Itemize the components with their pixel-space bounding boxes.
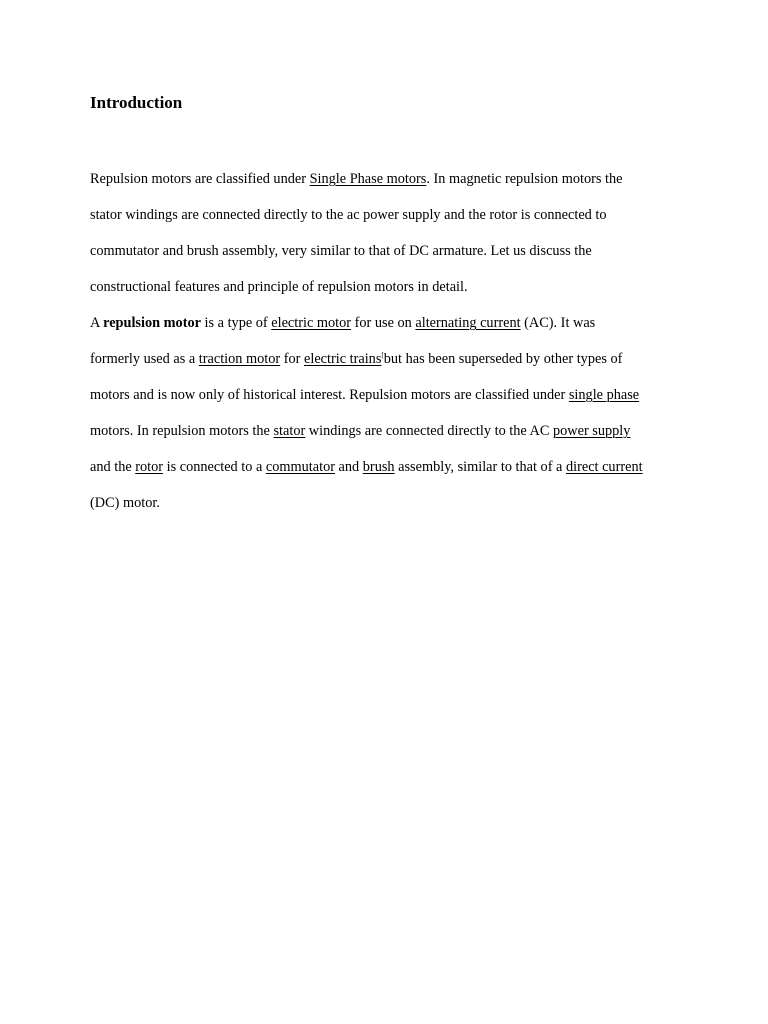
paragraph-line (90, 413, 690, 449)
text-run: (AC). It was (520, 315, 596, 331)
text-run: formerly used as a (90, 351, 199, 367)
text-run: assembly, similar to that of a (394, 459, 566, 475)
link-brush[interactable]: brush (362, 459, 395, 475)
text-run: A (90, 315, 104, 331)
link-commutator[interactable]: commutator (265, 459, 335, 475)
text-run: . In magnetic repulsion motors the (426, 171, 623, 187)
text-run: is a type of (200, 315, 272, 331)
link-electric-motor[interactable]: electric motor (271, 315, 352, 331)
paragraph-line (90, 377, 690, 413)
paragraph-line: commutator and brush assembly, very similar to that of DC armature. Let us discuss the (90, 243, 592, 259)
link-traction-motor[interactable]: traction motor (198, 351, 281, 367)
text-run: windings are connected directly to the AC (305, 423, 553, 439)
paragraph-line (90, 341, 690, 377)
paragraph-line (90, 305, 690, 341)
citation-mark[interactable]: [ (381, 351, 384, 360)
text-run: for use on (351, 315, 416, 331)
link-single-phase-motors[interactable]: Single Phase motors (309, 171, 427, 187)
section-heading: Introduction (90, 93, 183, 112)
link-direct-current[interactable]: direct current (565, 459, 643, 475)
text-run: for (280, 351, 304, 367)
text-run: motors. In repulsion motors the (90, 423, 274, 439)
text-run: and the (90, 459, 136, 475)
text-run: and (334, 459, 363, 475)
paragraph-line: constructional features and principle of repulsion motors in detail. (90, 279, 468, 295)
paragraph-repulsion-definition (90, 305, 690, 521)
paragraph-repulsion-intro (90, 161, 690, 305)
link-power-supply[interactable]: power supply (552, 423, 631, 439)
text-run: motors and is now only of historical interest. Repulsion motors are classified under (90, 387, 569, 403)
link-electric-trains[interactable]: electric trains (304, 351, 382, 367)
bold-term-repulsion-motor: repulsion motor (103, 315, 201, 331)
link-single-phase[interactable]: single phase (568, 387, 640, 403)
link-alternating-current[interactable]: alternating current (415, 315, 521, 331)
text-run: Repulsion motors are classified under (90, 171, 310, 187)
paragraph-line: (DC) motor. (90, 495, 160, 511)
paragraph-line: stator windings are connected directly to the ac power supply and the rotor is connected to (90, 207, 607, 223)
paragraph-line (90, 449, 690, 485)
link-rotor[interactable]: rotor (135, 459, 164, 475)
link-stator[interactable]: stator (273, 423, 306, 439)
text-run: but has been superseded by other types of (383, 351, 623, 367)
text-run: is connected to a (163, 459, 266, 475)
paragraph-line (90, 161, 690, 197)
